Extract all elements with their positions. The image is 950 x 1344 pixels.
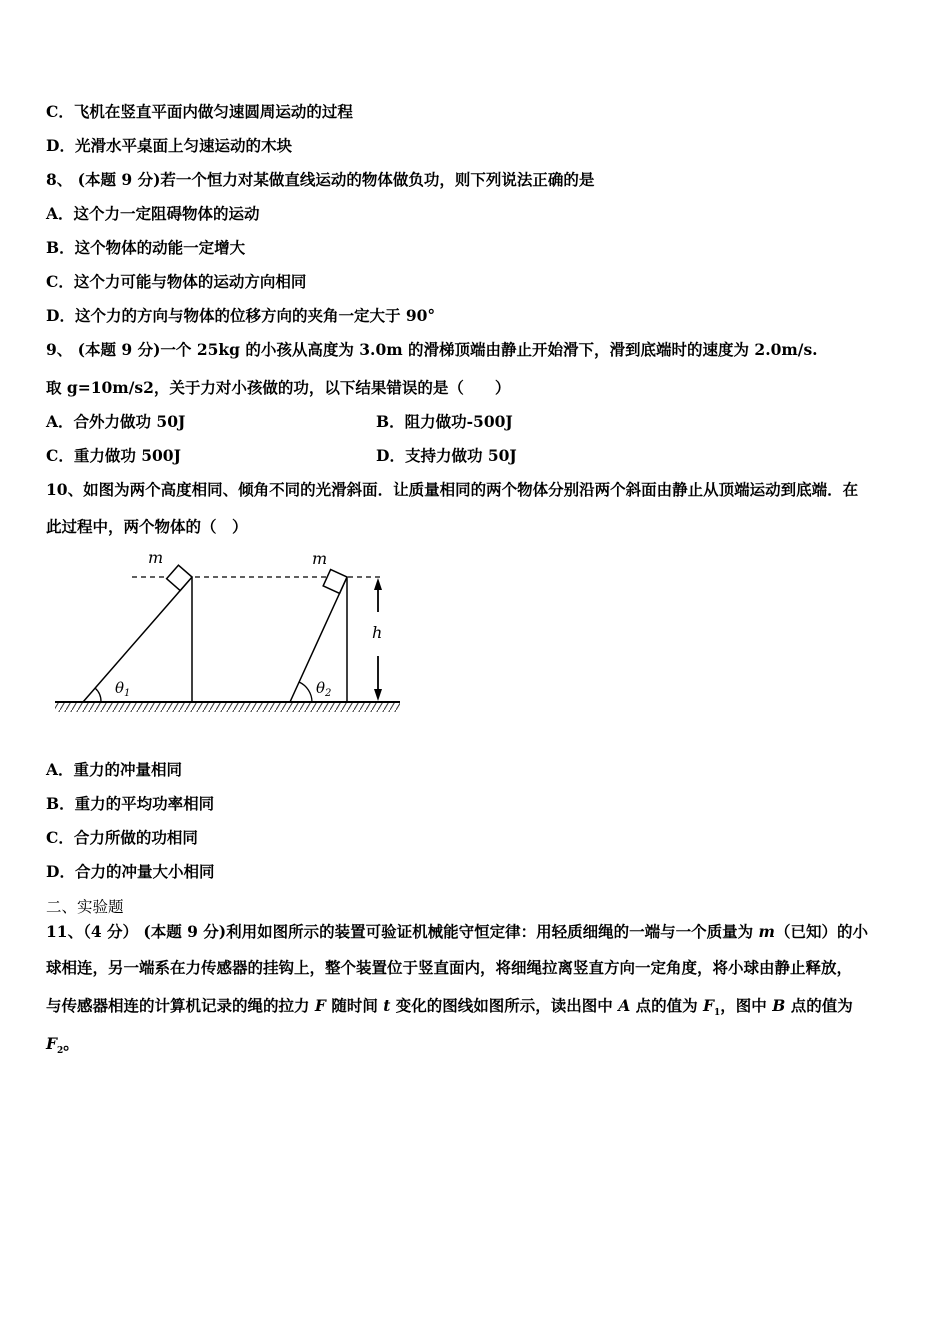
q10-option-c: C．合力所做的功相同: [46, 828, 198, 847]
theta2-label: $\theta_2$: [316, 679, 332, 699]
q8-option-b: B．这个物体的动能一定增大: [46, 238, 246, 257]
section-heading: 二、实验题: [46, 898, 124, 916]
q11-text: （已知）的小: [774, 922, 868, 941]
q9-option-d: D．支持力做功 50J: [376, 446, 517, 465]
q11-sub: 1: [714, 1008, 721, 1019]
q11-text: 与传感器相连的计算机记录的绳的拉力: [46, 996, 315, 1015]
q11-var-F2: F: [46, 1034, 58, 1053]
q9-stem-line1: 9、 (本题 9 分)一个 25kg 的小孩从高度为 3.0m 的滑梯顶端由静止开始滑下，滑到底端时的速度为 2.0m/s.: [46, 340, 818, 359]
q11-var-F1: F: [703, 996, 715, 1015]
q9-stem-line2: 取 g=10m/s2，关于力对小孩做的功，以下结果错误的是（ ）: [46, 378, 511, 397]
q11-text: 点的值为: [630, 996, 704, 1015]
q11-text: ，图中: [720, 996, 773, 1015]
incline-1: [83, 577, 192, 702]
q11-var-A: A: [618, 996, 631, 1015]
q10-stem-line2: 此过程中，两个物体的（ ）: [46, 517, 248, 536]
q8-option-a: A．这个力一定阻碍物体的运动: [46, 204, 260, 223]
q11-var-B: B: [772, 996, 786, 1015]
q9-option-b: B．阻力做功-500J: [376, 412, 513, 431]
angle-arc-2: [299, 682, 312, 702]
q10-stem-line1: 10、如图为两个高度相同、倾角不同的光滑斜面．让质量相同的两个物体分别沿两个斜面由静止从顶端运动到底端．在: [46, 480, 859, 499]
mass-label-2: m: [312, 549, 328, 568]
q11-text: 随时间: [325, 996, 384, 1015]
block-2: [323, 570, 347, 594]
q10-option-d: D．合力的冲量大小相同: [46, 862, 215, 881]
q10-option-b: B．重力的平均功率相同: [46, 794, 215, 813]
q7-option-c: C．飞机在竖直平面内做匀速圆周运动的过程: [46, 102, 353, 121]
height-label: h: [372, 623, 383, 642]
q8-stem: 8、 (本题 9 分)若一个恒力对某做直线运动的物体做负功，则下列说法正确的是: [46, 170, 595, 189]
q9-option-a: A．合外力做功 50J: [46, 412, 186, 431]
q11-line4: [46, 1034, 79, 1061]
ground-hatching: [55, 703, 400, 712]
q11-text: 。: [63, 1034, 79, 1053]
block-1: [167, 565, 192, 590]
q7-option-d: D．光滑水平桌面上匀速运动的木块: [46, 136, 292, 155]
q9-option-c: C．重力做功 500J: [46, 446, 181, 465]
q11-line3: [46, 996, 853, 1023]
theta1-label: $\theta_1$: [115, 679, 131, 699]
q11-var-m: m: [758, 922, 775, 941]
q10-option-a: A．重力的冲量相同: [46, 760, 183, 779]
q11-var-F: F: [314, 996, 326, 1015]
q11-line2: 球相连，另一端系在力传感器的挂钩上，整个装置位于竖直面内，将细绳拉离竖直方向一定角度，将小球由静止释放，: [46, 958, 853, 977]
q8-option-c: C．这个力可能与物体的运动方向相同: [46, 272, 307, 291]
q11-text: 11、（4 分） (本题 9 分)利用如图所示的装置可验证机械能守恒定律：用轻质细绳的一端与一个质量为: [46, 922, 759, 941]
q11-text: 点的值为: [785, 996, 853, 1015]
q11-var-t: t: [383, 996, 391, 1015]
q11-sub: 2: [57, 1046, 64, 1057]
q11-text: 变化的图线如图所示，读出图中: [390, 996, 619, 1015]
q8-option-d: D．这个力的方向与物体的位移方向的夹角一定大于 90°: [46, 306, 436, 325]
arrow-head-down-icon: [374, 689, 382, 701]
q11-line1: [46, 922, 868, 942]
angle-arc-1: [95, 688, 101, 702]
mass-label-1: m: [148, 548, 164, 567]
arrow-head-up-icon: [374, 578, 382, 590]
